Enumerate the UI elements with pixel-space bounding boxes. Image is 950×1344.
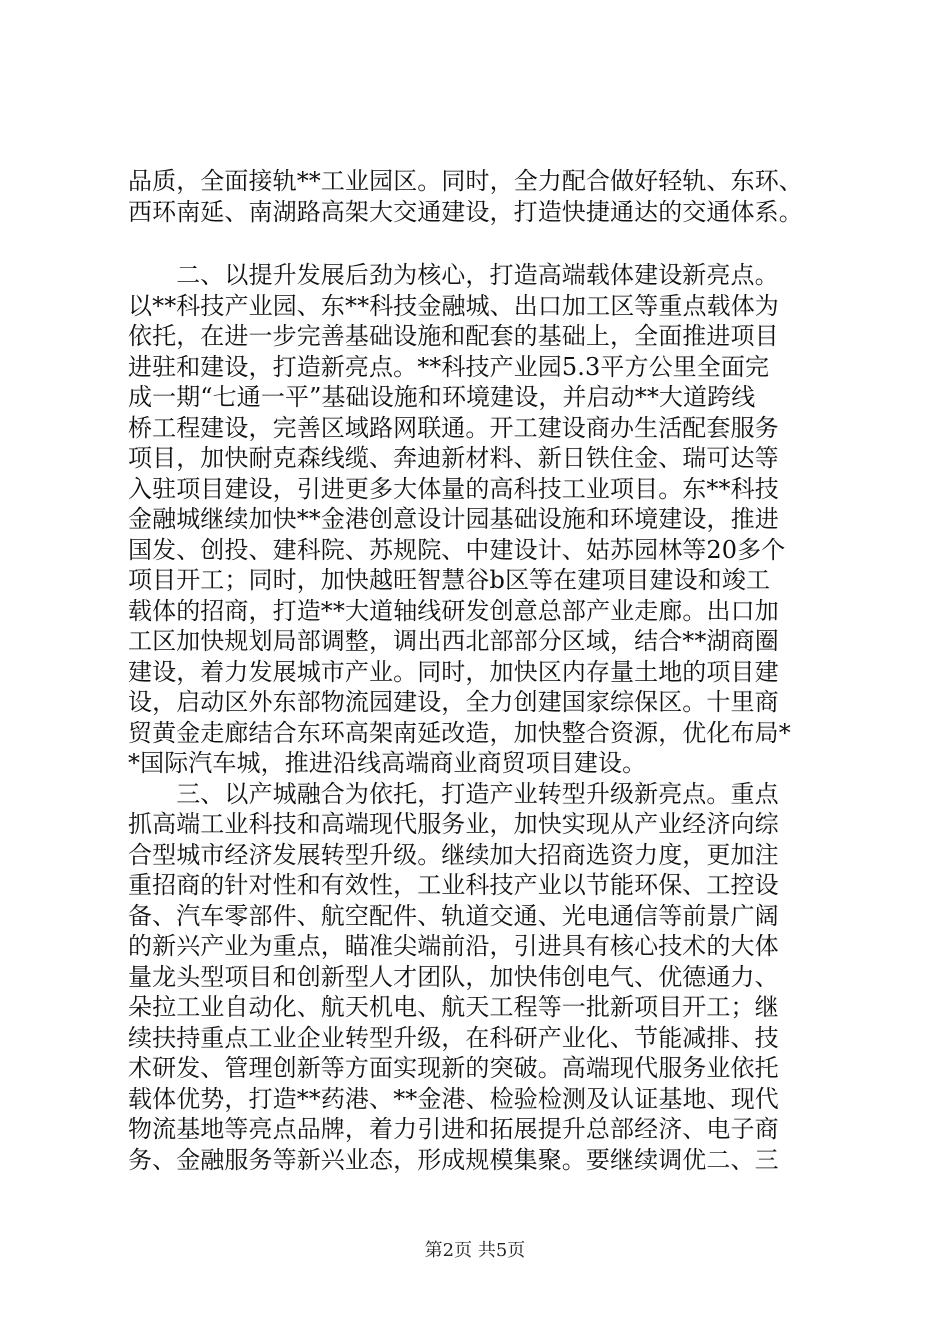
text-line: 项目开工；同时，加快越旺智慧谷b区等在建项目建设和竣工 xyxy=(128,566,771,594)
text-line: *国际汽车城，推进沿线高端商业商贸项目建设。 xyxy=(128,749,647,777)
text-line: 术研发、管理创新等方面实现新的突破。高端现代服务业依托 xyxy=(128,1054,779,1082)
text-line: 合型城市经济发展转型升级。继续加大招商选资力度，更加注 xyxy=(128,840,779,869)
text-line: 以**科技产业园、东**科技金融城、出口加工区等重点载体为 xyxy=(128,291,779,320)
text-line: 西环南延、南湖路高架大交通建设，打造快捷通达的交通体系。 xyxy=(128,197,803,226)
text-line: 载体的招商，打造**大道轴线研发创意总部产业走廊。出口加 xyxy=(128,596,779,625)
text-line: 量龙头型项目和创新型人才团队，加快伟创电气、优德通力、 xyxy=(128,962,779,991)
text-line: 物流基地等亮点品牌，着力引进和拓展提升总部经济、电子商 xyxy=(128,1115,779,1143)
text-line: 金融城继续加快**金港创意设计园基础设施和环境建设，推进 xyxy=(128,505,779,533)
text-line: 备、汽车零部件、航空配件、轨道交通、光电通信等前景广阔 xyxy=(128,901,779,930)
text-line: 依托，在进一步完善基础设施和配套的基础上，全面推进项目 xyxy=(128,322,779,350)
text-line: 设，启动区外东部物流园建设，全力创建国家综保区。十里商 xyxy=(128,688,779,716)
text-line: 朵拉工业自动化、航天机电、航天工程等一批新项目开工；继 xyxy=(128,993,779,1021)
text-line: 三、以产城融合为依托，打造产业转型升级新亮点。重点 xyxy=(128,779,779,808)
paragraph-block-2 xyxy=(128,260,828,1175)
text-line: 二、以提升发展后劲为核心，打造高端载体建设新亮点。 xyxy=(128,261,779,289)
text-line: 重招商的针对性和有效性，工业科技产业以节能环保、工控设 xyxy=(128,871,779,899)
text-line: 贸黄金走廊结合东环高架南延改造，加快整合资源，优化布局* xyxy=(128,718,791,747)
text-line: 入驻项目建设，引进更多大体量的高科技工业项目。东**科技 xyxy=(128,474,779,503)
paragraph-block-1 xyxy=(128,166,828,227)
text-line: 桥工程建设，完善区域路网联通。开工建设商办生活配套服务 xyxy=(128,413,779,442)
page-footer: 第2页 共5页 xyxy=(424,1240,526,1261)
text-line: 建设，着力发展城市产业。同时，加快区内存量土地的项目建 xyxy=(128,657,779,686)
text-line: 品质，全面接轨**工业园区。同时，全力配合做好轻轨、东环、 xyxy=(128,167,803,195)
text-line: 成一期“七通一平”基础设施和环境建设，并启动**大道跨线 xyxy=(128,383,756,411)
text-line: 进驻和建设，打造新亮点。**科技产业园5.3平方公里全面完 xyxy=(128,352,770,381)
text-line: 抓高端工业科技和高端现代服务业，加快实现从产业经济向综 xyxy=(128,810,779,838)
text-line: 务、金融服务等新兴业态，形成规模集聚。要继续调优二、三 xyxy=(128,1145,779,1174)
text-line: 续扶持重点工业企业转型升级，在科研产业化、节能减排、技 xyxy=(128,1023,779,1052)
text-line: 工区加快规划局部调整，调出西北部部分区域，结合**湖商圈 xyxy=(128,627,779,655)
text-line: 国发、创投、建科院、苏规院、中建设计、姑苏园林等20多个 xyxy=(128,535,786,564)
text-line: 项目，加快耐克森线缆、奔迪新材料、新日铁住金、瑞可达等 xyxy=(128,444,779,472)
text-line: 载体优势，打造**药港、**金港、检验检测及认证基地、现代 xyxy=(128,1084,779,1113)
text-line: 的新兴产业为重点，瞄准尖端前沿，引进具有核心技术的大体 xyxy=(128,932,779,960)
